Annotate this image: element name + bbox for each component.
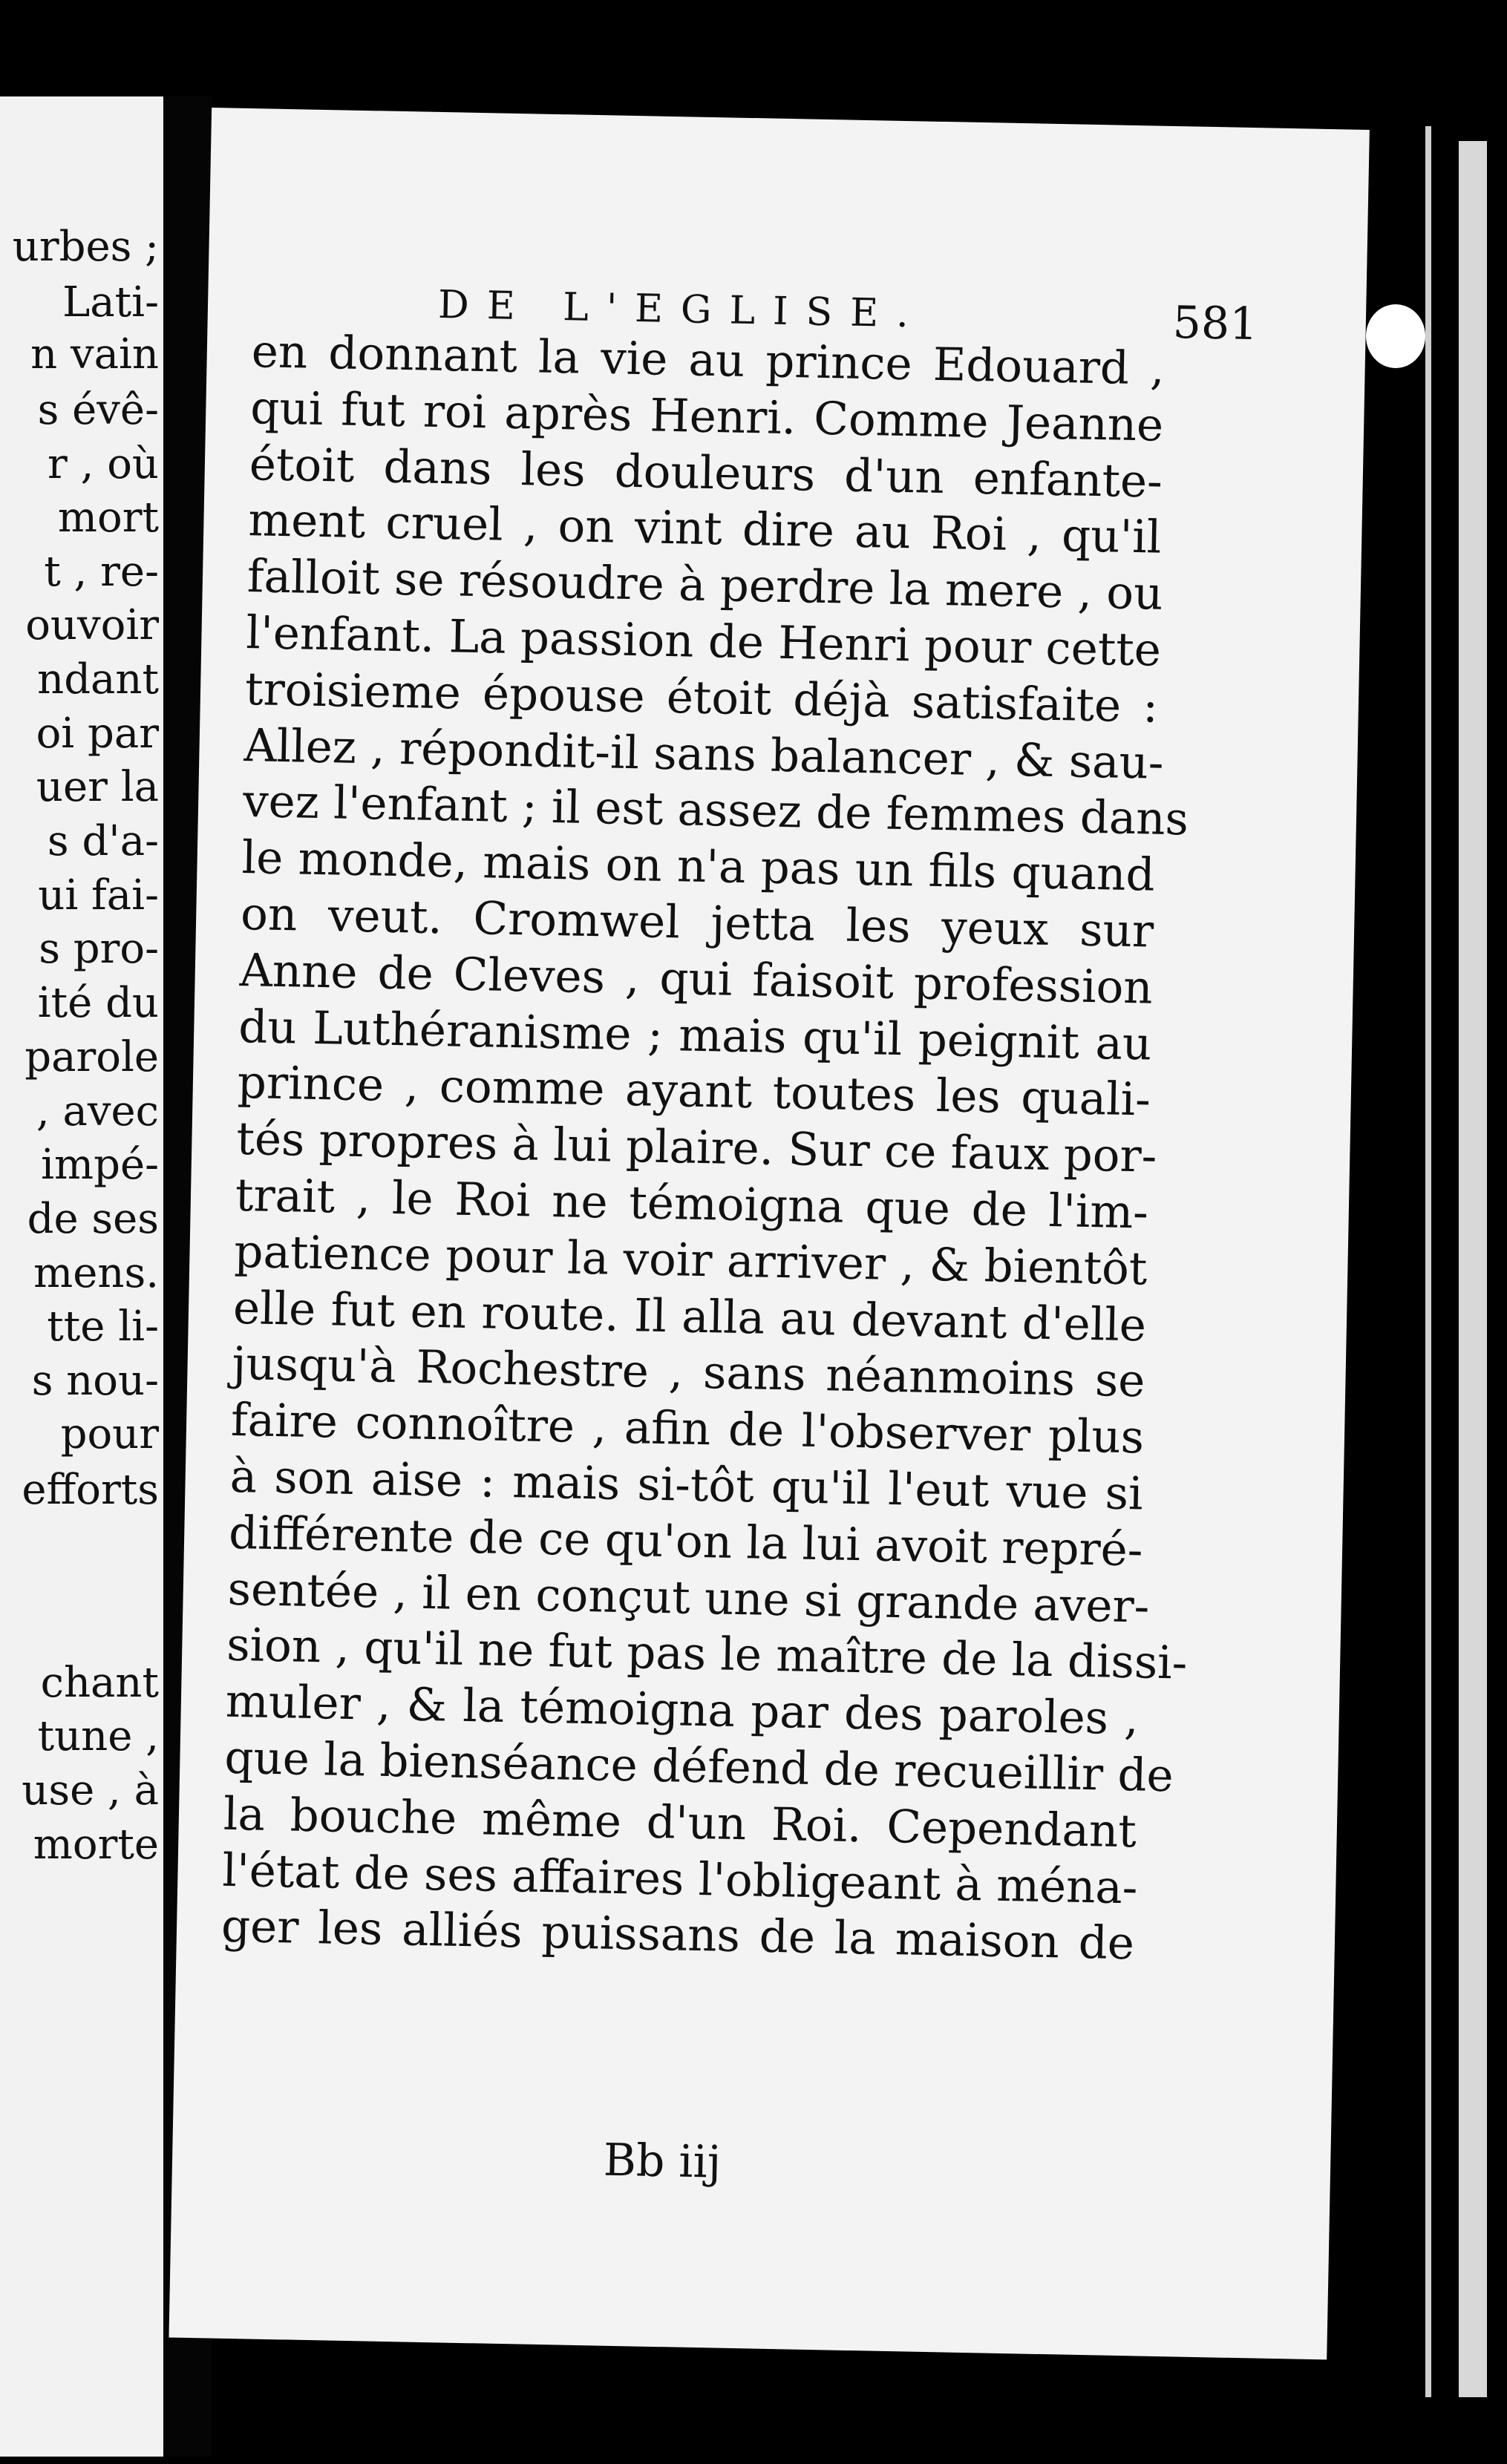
left-page-line: ndant	[37, 655, 159, 704]
left-page-line: s d'a-	[47, 817, 159, 865]
text-line: du Luthéranisme ; mais qu'il peignit au	[238, 1000, 1152, 1071]
left-page-line: tune ,	[37, 1712, 159, 1760]
left-page-line: s évê-	[37, 386, 159, 434]
left-page-line: use , à	[22, 1766, 159, 1815]
left-page-line: uer la	[36, 763, 159, 811]
text-line: on veut. Cromwel jetta les yeux sur	[240, 887, 1154, 958]
next-page-edge	[1459, 141, 1487, 2397]
signature-mark: Bb iij	[603, 2134, 722, 2189]
text-line: que la bienséance défend de recueillir de	[223, 1731, 1174, 1803]
left-page-line: pour	[60, 1410, 159, 1458]
text-line: vez l'enfant ; il est assez de femmes dans	[242, 775, 1189, 846]
left-page-line: morte	[33, 1821, 159, 1869]
text-line: qui fut roi après Henri. Comme Jeanne	[249, 381, 1164, 452]
left-page-line: n vain	[30, 330, 159, 379]
text-line: troisieme épouse étoit déjà satisfaite :	[244, 662, 1159, 733]
left-page-line: efforts	[22, 1466, 159, 1514]
text-line: ment cruel , on vint dire au Roi , qu'il	[247, 494, 1162, 565]
left-page-line: impé-	[41, 1141, 159, 1189]
text-line: jusqu'à Rochestre , sans néanmoins se	[231, 1337, 1146, 1408]
text-line: faire connoître , afin de l'observer plus	[230, 1393, 1145, 1464]
right-page	[169, 108, 1369, 2359]
left-page-line: ouvoir	[25, 601, 159, 649]
left-page-line: ui fai-	[38, 871, 159, 920]
running-head: DE L'EGLISE.	[437, 282, 927, 337]
left-page-line: r , où	[48, 440, 159, 488]
text-line: la bouche même d'un Roi. Cependant	[223, 1787, 1137, 1858]
left-page-line: Lati-	[62, 278, 159, 327]
text-line: muler , & la témoigna par des paroles ,	[225, 1674, 1140, 1746]
text-line: trait , le Roi ne témoigna que de l'im-	[235, 1168, 1149, 1239]
text-line: en donnant la vie au prince Edouard ,	[251, 325, 1166, 396]
text-line: Allez , répondit-il sans balancer , & sau-	[243, 718, 1165, 790]
body-text	[220, 324, 1189, 1972]
text-line: prince , comme ayant toutes les quali-	[237, 1056, 1151, 1127]
text-line: étoit dans les douleurs d'un enfante-	[249, 437, 1163, 508]
page-edge	[1425, 126, 1431, 2397]
text-line: sentée , il en conçut une si grande aver-	[227, 1562, 1150, 1634]
text-line: ger les alliés puissans de la maison de	[220, 1900, 1135, 1970]
left-page-line: ité du	[37, 979, 159, 1027]
left-page-line: oi par	[36, 710, 159, 758]
text-line: à son aise : mais si-tôt qu'il l'eut vue si	[229, 1449, 1144, 1521]
left-page-line: s nou-	[31, 1357, 159, 1405]
text-line: l'enfant. La passion de Henri pour cette	[245, 606, 1162, 677]
left-page-line: , avec	[36, 1087, 159, 1136]
text-line: elle fut en route. Il alla au devant d'elle	[232, 1281, 1147, 1352]
text-line: tés propres à lui plaire. Sur ce faux por-	[235, 1113, 1157, 1183]
left-page-line: urbes ;	[12, 223, 159, 271]
left-page-line: de ses	[27, 1195, 159, 1243]
left-page-line: parole	[24, 1033, 159, 1081]
text-line: sion , qu'il ne fut pas le maître de la dissi-	[226, 1619, 1188, 1690]
paper-hole	[1366, 304, 1425, 368]
page-number: 581	[1172, 296, 1258, 351]
left-page	[0, 96, 163, 2457]
left-page-line: tte li-	[47, 1303, 159, 1351]
left-page-line: s pro-	[39, 925, 159, 973]
text-line: patience pour la voir arriver , & bientôt	[233, 1225, 1148, 1296]
text-line: différente de ce qu'on la lui avoit repré-	[228, 1506, 1144, 1577]
left-page-line: chant	[40, 1659, 159, 1707]
left-page-line: mens.	[33, 1249, 159, 1297]
text-line: le monde, mais on n'a pas un fils quand	[241, 831, 1156, 902]
left-page-line: mort	[57, 494, 159, 542]
text-line: falloit se résoudre à perdre la mere , ou	[246, 550, 1164, 620]
text-line: l'état de ses affaires l'obligeant à ména-	[221, 1844, 1139, 1914]
left-page-line: t , re-	[44, 548, 159, 596]
text-line: Anne de Cleves , qui faisoit profession	[239, 943, 1154, 1015]
